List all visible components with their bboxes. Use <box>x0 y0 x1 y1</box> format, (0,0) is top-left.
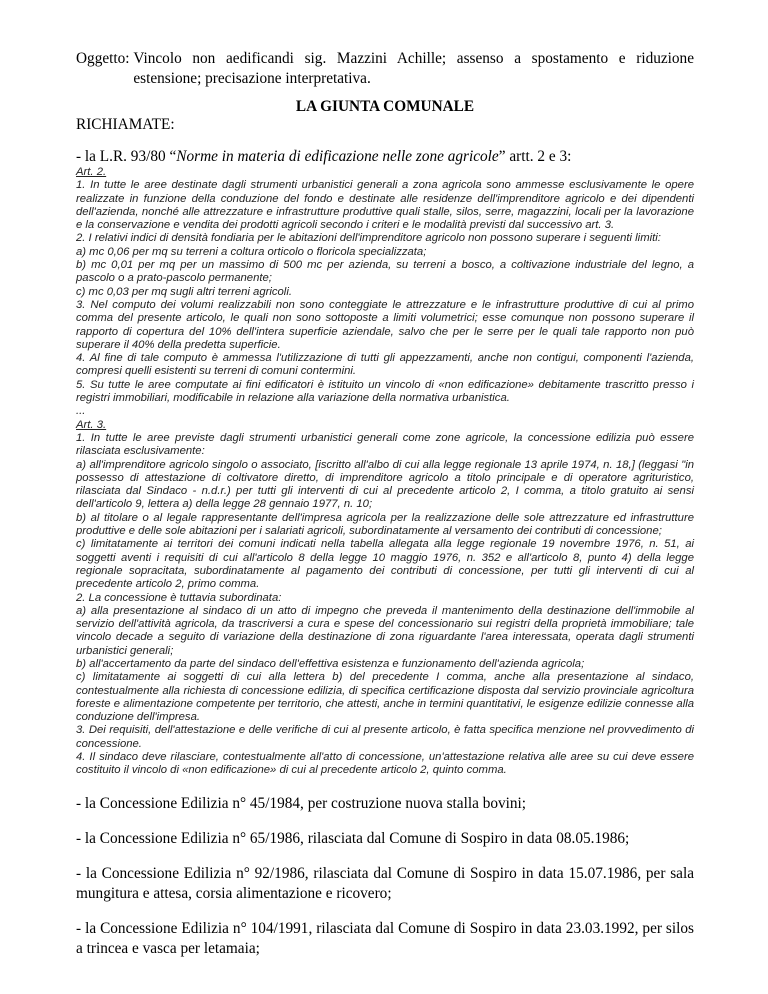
art2-block <box>76 166 694 419</box>
law-reference <box>76 148 694 166</box>
concessione-item: - la Concessione Edilizia n° 45/1984, per costruzione nuova stalla bovini; <box>76 794 527 812</box>
art2-paragraph: 3. Nel computo dei volumi realizzabili non sono conteggiate le attrezzature e le infrastrutture produttive di cui al primo comma del presente articolo, le quali non sono sottoposte a limiti volumetrici; esse comunque non possono superare il rapporto di copertura del 10% dell'intera superficie aziendale, salvo che per le serre per le quali tale rapporto non può superare il 40% della predetta superficie. <box>76 298 694 351</box>
art2-paragraph: 4. Al fine di tale computo è ammessa l'utilizzazione di tutti gli appezzamenti, anche non contigui, componenti l'azienda, compresi quelli esistenti su terreni di comuni contermini. <box>76 352 694 378</box>
art3-paragraph: b) al titolare o al legale rappresentante dell'impresa agricola per la realizzazione delle sole attrezzature ed infrastrutture produttive e delle sole abitazioni per i salariati agricoli, subordinatamente al versamento dei contributi di concessione; <box>76 511 694 538</box>
art2-paragraph: a) mc 0,06 per mq su terreni a coltura orticolo o floricola specializzata; <box>76 245 427 258</box>
concessione-item: - la Concessione Edilizia n° 104/1991, rilasciata dal Comune di Sospiro in data 23.03.1992, per silos a trincea e vasca per letamaia; <box>76 919 694 957</box>
art3-paragraph: 4. Il sindaco deve rilasciare, contestualmente all'atto di concessione, un'attestazione relativa alle aree su cui deve essere costituito il vincolo di «non edificazione» di cui al precedente articolo 2, quinto comma. <box>76 751 694 777</box>
concessione-item: - la Concessione Edilizia n° 65/1986, rilasciata dal Comune di Sospiro in data 08.05.1986; <box>76 829 630 847</box>
art2-heading: Art. 2. <box>76 166 107 178</box>
art2-paragraph: 5. Su tutte le aree computate ai fini edificatori è istituito un vincolo di «non edificazione» debitamente trascritto presso i registri immobiliari, modificabile in relazione alla variazione della normativa urbanistica. <box>76 378 694 405</box>
art2-paragraph: 2. I relativi indici di densità fondiaria per le abitazioni dell'imprenditore agricolo non possono superare i seguenti limiti: <box>76 232 661 245</box>
art2-ellipsis: ... <box>76 405 86 418</box>
law-reference-suffix: ” artt. 2 e 3: <box>498 148 572 165</box>
art3-block <box>76 419 694 778</box>
richiamate-label: RICHIAMATE: <box>76 116 175 133</box>
art3-paragraph: a) all'imprenditore agricolo singolo o associato, [iscritto all'albo di cui alla legge regionale 13 aprile 1974, n. 18,] (leggasi "in possesso di attestazione di coltivatore diretto, di imprenditore agricolo a titolo principale e di operatore agrituristico, rilasciata dal Sindaco - n.d.r.) per tutti gli interventi di cui al precedente articolo 2, I comma, a titolo gratuito ai sensi dell'articolo 9, lettera a) della legge 28 gennaio 1977, n. 10; <box>76 458 694 511</box>
heading-giunta: LA GIUNTA COMUNALE <box>295 98 475 115</box>
art3-paragraph: 1. In tutte le aree previste dagli strumenti urbanistici generali come zone agricole, la concessione edilizia può essere rilasciata esclusivamente: <box>76 431 694 458</box>
art3-paragraph: 2. La concessione è tuttavia subordinata: <box>76 591 282 604</box>
art2-paragraph: c) mc 0,03 per mq sugli altri terreni agricoli. <box>76 285 292 298</box>
subject-text: Vincolo non aedificandi sig. Mazzini Achille; assenso a spostamento e riduzione estensione; precisazione interpretativa. <box>133 50 694 87</box>
law-reference-title: Norme in materia di edificazione nelle zone agricole <box>176 148 499 165</box>
art2-paragraph: 1. In tutte le aree destinate dagli strumenti urbanistici generali a zona agricola sono ammesse esclusivamente le opere realizzate in funzione della conduzione del fondo e destinate alle residenze dell'imprenditore agricolo e dei dipendenti dell'azienda, nonché alle attrezzature e infrastrutture produttive quali stalle, silos, serre, magazzini, locali per la lavorazione e la conservazione e vendita dei prodotti agricoli secondo i criteri e le modalità previsti dal successivo art. 3. <box>76 179 694 232</box>
art3-paragraph: c) limitatamente ai territori dei comuni indicati nella tabella allegata alla legge regionale 19 novembre 1976, n. 51, ai soggetti aventi i requisiti di cui all'articolo 8 della legge 10 maggio 1976, n. 352 e all'articolo 8, punto 4) della legge regionale sopracitata, subordinatamente al pagamento dei contributi di concessione, per tutti gli interventi di cui al precedente articolo 2, primo comma. <box>76 538 694 591</box>
art3-paragraph: c) limitatamente ai soggetti di cui alla lettera b) del precedente I comma, anche alla presentazione al sindaco, contestualmente alla richiesta di concessione edilizia, di specifica certificazione disposta dal servizio provinciale agricoltura foreste e alimentazione competente per territorio, che attesti, anche in termini quantitativi, le esigenze edilizie connesse alla conduzione dell'impresa. <box>76 671 694 724</box>
art3-paragraph: a) alla presentazione al sindaco di un atto di impegno che preveda il mantenimento della destinazione dell'immobile al servizio dell'attività agricola, da trascriversi a cura e spese del concessionario sui registri della proprietà immobiliare; tale vincolo decade a seguito di variazione della destinazione di zona riguardante l'area interessata, operata dagli strumenti urbanistici generali; <box>76 604 694 657</box>
concessione-item: - la Concessione Edilizia n° 92/1986, rilasciata dal Comune di Sospiro in data 15.07.1986, per sala mungitura e attesa, corsia alimentazione e ricovero; <box>76 864 694 902</box>
law-reference-prefix: - la L.R. 93/80 “ <box>76 148 177 165</box>
subject-line <box>76 49 694 89</box>
art3-paragraph: 3. Dei requisiti, dell'attestazione e delle verifiche di cui al presente articolo, è fatta specifica menzione nel provvedimento di concessione. <box>76 724 694 750</box>
document-page <box>76 0 694 959</box>
art3-heading: Art. 3. <box>76 418 107 431</box>
art3-paragraph: b) all'accertamento da parte del sindaco dell'effettiva esistenza e funzionamento dell'azienda agricola; <box>76 657 585 670</box>
subject-label: Oggetto: <box>76 50 134 67</box>
art2-paragraph: b) mc 0,01 per mq per un massimo di 500 mc per azienda, su terreni a bosco, a coltivazione industriale del legno, a pascolo o a prato-pascolo permanente; <box>76 259 694 285</box>
